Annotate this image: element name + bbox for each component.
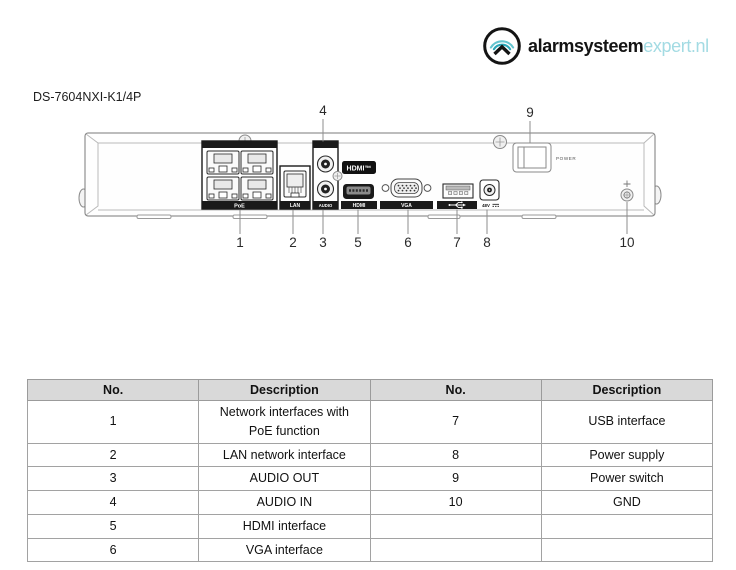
table-header-row [28,380,713,401]
audio-in-jack [318,156,334,172]
cell-no: 6 [28,538,199,562]
table-row [28,401,713,444]
brand-logo-text [528,36,709,57]
header-no-right: No. [370,380,541,401]
callout-5: 5 [354,235,362,250]
callout-7: 7 [453,235,461,250]
cell-desc: Network interfaces with PoE function [199,401,370,444]
callout-9: 9 [526,105,534,120]
dc-voltage-label: 48V [482,202,490,208]
callout-8: 8 [483,235,491,250]
callout-4: 4 [319,103,327,118]
table-row [28,514,713,538]
cell-desc: Power supply [541,443,712,467]
cell-desc: AUDIO OUT [199,467,370,491]
brand-name-primary: alarmsysteem [528,36,644,56]
cell-no: 5 [28,514,199,538]
cell-no: 9 [370,467,541,491]
cell-desc: HDMI interface [199,514,370,538]
cell-no: 7 [370,401,541,444]
cell-no: 8 [370,443,541,467]
vga-label: VGA [401,203,412,210]
power-label: POWER [556,156,577,161]
hdmi-logo-text: HDMI™ [346,165,372,173]
cell-desc: VGA interface [199,538,370,562]
callout-6: 6 [404,235,412,250]
table-row [28,491,713,515]
poe-top-cap [202,141,277,148]
cell-desc: Power switch [541,467,712,491]
table-row [28,443,713,467]
cell-no: 3 [28,467,199,491]
cell-desc: LAN network interface [199,443,370,467]
cell-desc: GND [541,491,712,515]
cell-no: 4 [28,491,199,515]
hdmi-label: HDMI [352,203,366,210]
usb-port [443,184,473,198]
rj45-port [207,151,239,174]
callout-1: 1 [236,235,244,250]
lan-label: LAN [289,203,301,210]
callout-2: 2 [289,235,297,250]
poe-label: PoE [234,203,245,210]
cell-desc [541,514,712,538]
cell-no [370,538,541,562]
rj45-port [241,151,273,174]
cell-desc [541,538,712,562]
port-description-table [27,379,713,562]
table-row [28,467,713,491]
screw-icon [333,172,342,181]
brand-name-secondary: expert.nl [643,36,709,56]
rj45-port [241,177,273,200]
rj45-port [207,177,239,200]
cell-no: 2 [28,443,199,467]
cell-desc: USB interface [541,401,712,444]
audio-top-cap [313,141,338,148]
callout-10: 10 [619,235,635,250]
cell-no: 10 [370,491,541,515]
audio-label: AUDIO [318,202,333,208]
lan-port [284,171,306,197]
header-desc-right: Description [541,380,712,401]
cell-desc: AUDIO IN [199,491,370,515]
header-no-left: No. [28,380,199,401]
cell-no: 1 [28,401,199,444]
brand-logo-icon [482,26,522,66]
screw-icon [494,136,507,149]
hdmi-port [343,184,374,199]
dc-power-jack [480,180,499,200]
audio-out-jack [318,181,334,197]
callout-3: 3 [319,235,327,250]
power-switch [513,143,551,172]
header-desc-left: Description [199,380,370,401]
table-row [28,538,713,562]
rear-panel-diagram [70,98,680,258]
model-number: DS-7604NXI-K1/4P [33,90,142,104]
cell-no [370,514,541,538]
